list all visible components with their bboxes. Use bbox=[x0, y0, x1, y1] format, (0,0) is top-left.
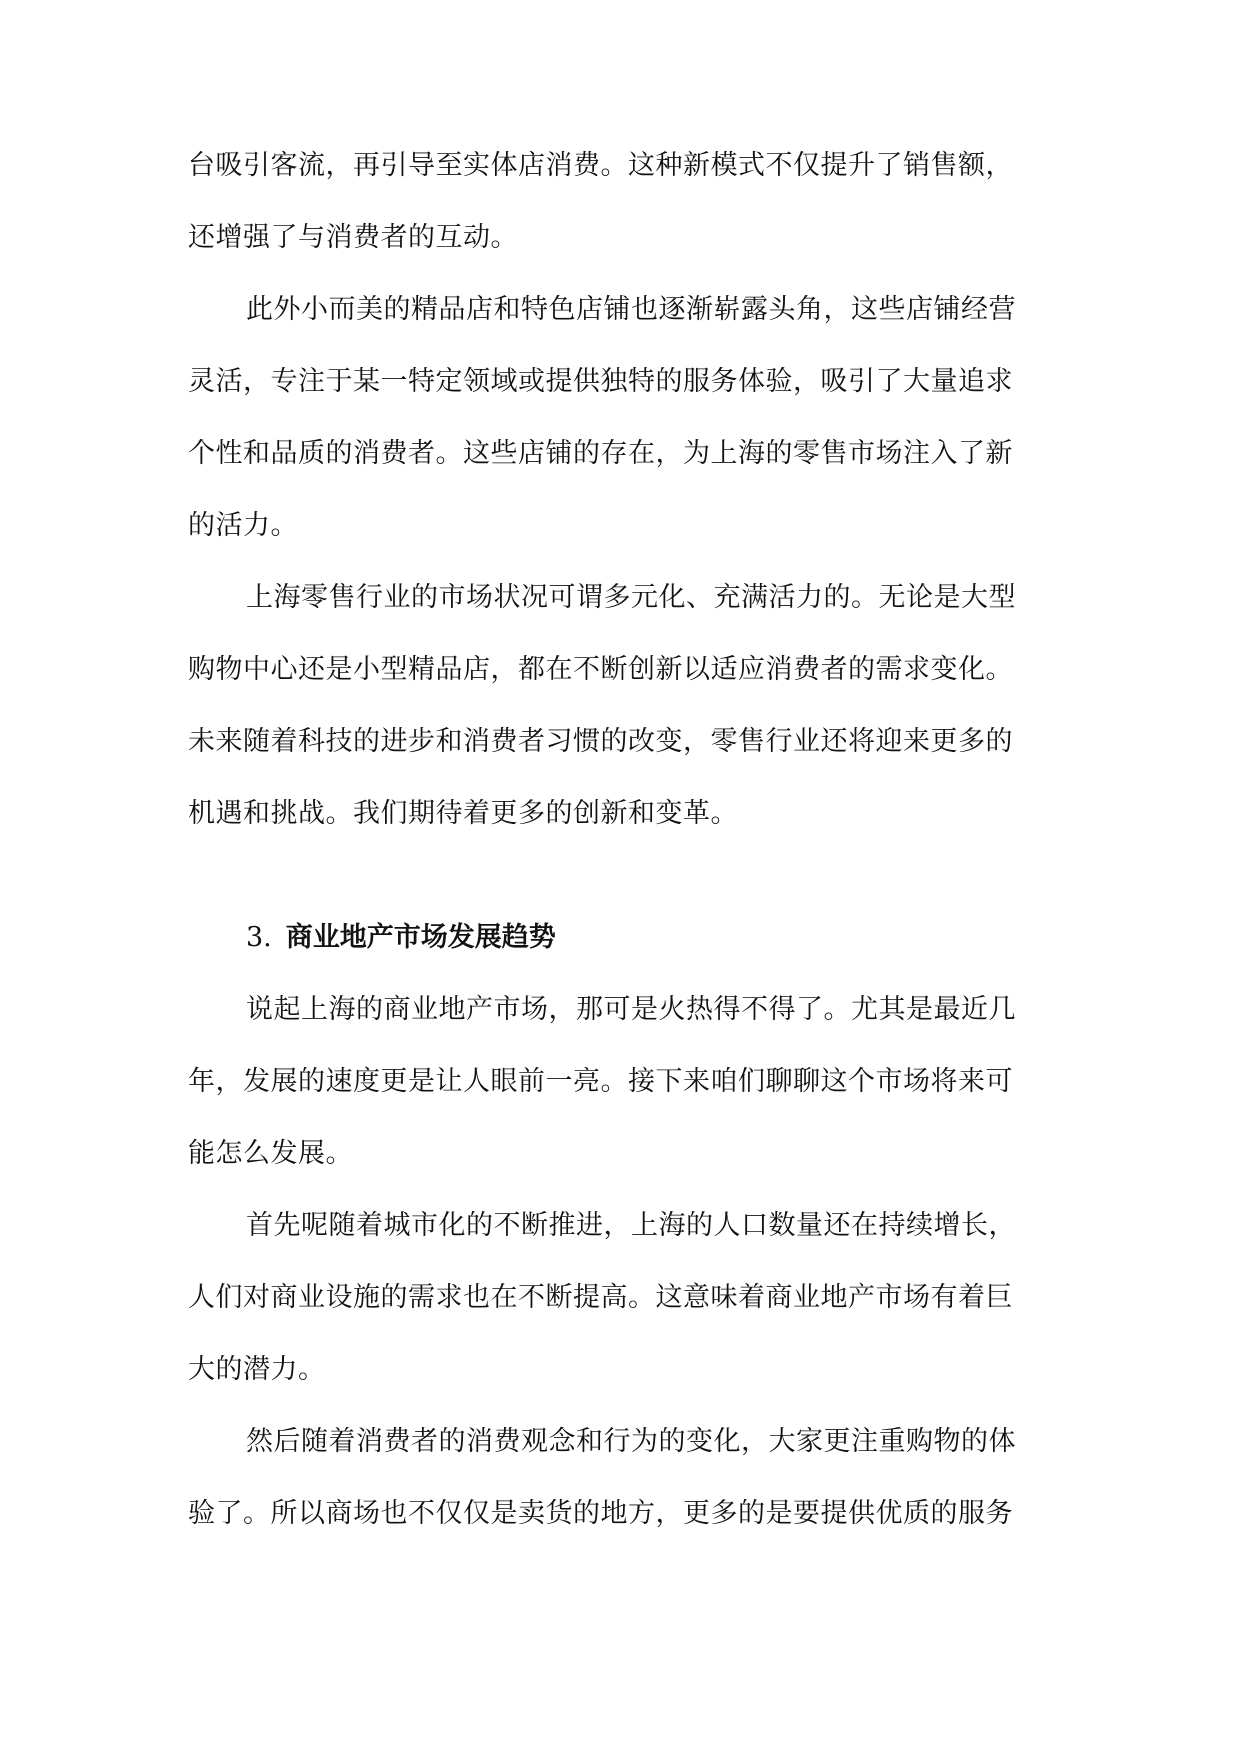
text-line: 大的潜力。 bbox=[188, 1354, 326, 1385]
text-line: 然后随着消费者的消费观念和行为的变化，大家更注重购物的体 bbox=[246, 1426, 1016, 1457]
text-line: 年，发展的速度更是让人眼前一亮。接下来咱们聊聊这个市场将来可 bbox=[188, 1066, 1013, 1097]
text-line: 还增强了与消费者的互动。 bbox=[188, 222, 518, 253]
text-line: 此外小而美的精品店和特色店铺也逐渐崭露头角，这些店铺经营 bbox=[246, 294, 1016, 325]
paragraph bbox=[188, 1190, 1054, 1406]
paragraph bbox=[188, 130, 1054, 274]
document-page bbox=[188, 130, 1054, 1550]
text-line: 人们对商业设施的需求也在不断提高。这意味着商业地产市场有着巨 bbox=[188, 1282, 1013, 1313]
text-line: 说起上海的商业地产市场，那可是火热得不得了。尤其是最近几 bbox=[246, 994, 1016, 1025]
spacer bbox=[188, 850, 1054, 902]
text-line: 未来随着科技的进步和消费者习惯的改变，零售行业还将迎来更多的 bbox=[188, 726, 1013, 757]
section-title: 商业地产市场发展趋势 bbox=[285, 922, 556, 953]
section-number: 3. bbox=[246, 922, 272, 953]
text-line: 个性和品质的消费者。这些店铺的存在，为上海的零售市场注入了新 bbox=[188, 438, 1013, 469]
text-line: 首先呢随着城市化的不断推进，上海的人口数量还在持续增长， bbox=[246, 1210, 1016, 1241]
paragraph bbox=[188, 562, 1054, 850]
paragraph bbox=[188, 974, 1054, 1190]
text-line: 的活力。 bbox=[188, 510, 298, 541]
text-line: 台吸引客流，再引导至实体店消费。这种新模式不仅提升了销售额， bbox=[188, 150, 1013, 181]
section-heading bbox=[188, 902, 1054, 974]
paragraph bbox=[188, 274, 1054, 562]
paragraph bbox=[188, 1406, 1054, 1550]
text-line: 机遇和挑战。我们期待着更多的创新和变革。 bbox=[188, 798, 738, 829]
text-line: 能怎么发展。 bbox=[188, 1138, 353, 1169]
text-line: 上海零售行业的市场状况可谓多元化、充满活力的。无论是大型 bbox=[246, 582, 1016, 613]
text-line: 灵活，专注于某一特定领域或提供独特的服务体验，吸引了大量追求 bbox=[188, 366, 1013, 397]
text-line: 验了。所以商场也不仅仅是卖货的地方，更多的是要提供优质的服务 bbox=[188, 1498, 1013, 1529]
text-line: 购物中心还是小型精品店，都在不断创新以适应消费者的需求变化。 bbox=[188, 654, 1013, 685]
